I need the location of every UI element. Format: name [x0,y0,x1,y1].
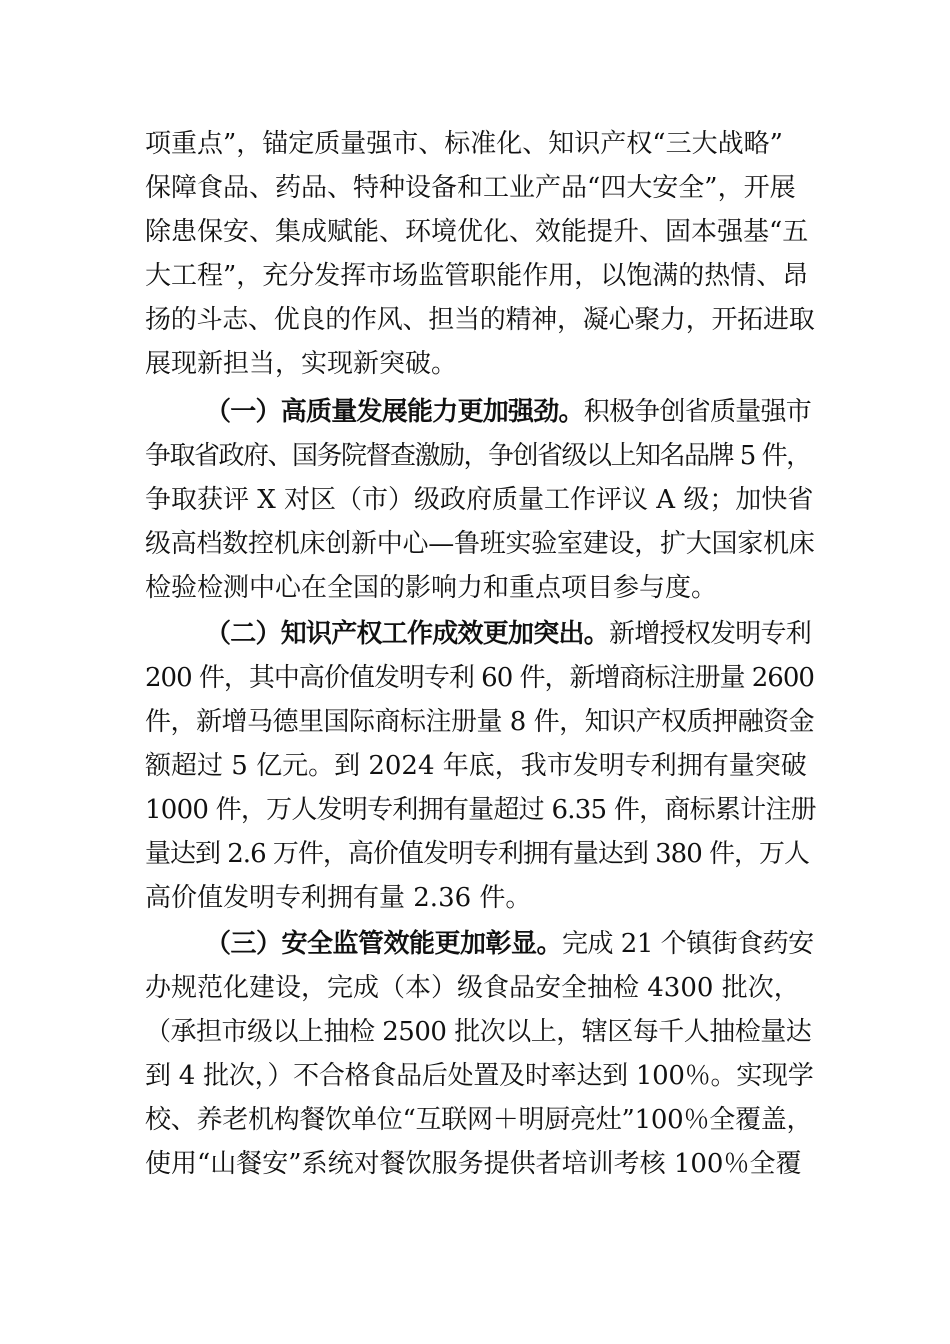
text-line: 展现新担当，实现新突破。 [145,349,458,379]
text-line: 使用“山餐安”系统对餐饮服务提供者培训考核 100％全覆 [145,1149,802,1179]
text-line: 量达到 2.6 万件，高价值发明专利拥有量达到 380 件，万人 [145,839,810,869]
text-run: 新增授权发明专利 [609,619,812,649]
text-line: 扬的斗志、优良的作风、担当的精神，凝心聚力，开拓进取 [145,305,815,335]
text-line: 1000 件，万人发明专利拥有量超过 6.35 件，商标累计注册 [145,795,816,825]
section-heading: （一）高质量发展能力更加强劲。 [205,397,584,427]
text-line: 大工程”，充分发挥市场监管职能作用，以饱满的热情、昂 [145,261,809,291]
section-heading: （三）安全监管效能更加彰显。 [205,929,563,959]
text-line: 高价值发明专利拥有量 2.36 件。 [145,883,532,913]
text-line: 到 4 批次，）不合格食品后处置及时率达到 100％。实现学 [145,1061,814,1091]
text-line: 除患保安、集成赋能、环境优化、效能提升、固本强基“五 [145,217,809,247]
text-line: 争取获评 X 对区（市）级政府质量工作评议 A 级；加快省 [145,485,814,515]
text-line: 保障食品、药品、特种设备和工业产品“四大安全”，开展 [145,173,796,203]
text-line: 项重点”，锚定质量强市、标准化、知识产权“三大战略” [145,129,783,159]
section-heading: （二）知识产权工作成效更加突出。 [205,619,610,649]
text-line: 级高档数控机床创新中心—鲁班实验室建设，扩大国家机床 [145,529,815,559]
text-line: 额超过 5 亿元。到 2024 年底，我市发明专利拥有量突破 [145,751,807,781]
text-line: （承担市级以上抽检 2500 批次以上，辖区每千人抽检量达 [145,1017,812,1047]
text-line: 件，新增马德里国际商标注册量 8 件，知识产权质押融资金 [145,707,815,737]
text-line: 检验检测中心在全国的影响力和重点项目参与度。 [145,573,718,603]
text-run: 完成 21 个镇街食药安 [562,929,814,959]
paragraph-first-line [205,922,815,966]
text-line: 争取省政府、国务院督查激励，争创省级以上知名品牌 5 件， [145,441,811,471]
text-line: 校、养老机构餐饮单位“互联网＋明厨亮灶”100％全覆盖， [145,1105,813,1135]
paragraph-first-line [205,612,815,656]
text-run: 积极争创省质量强市 [583,397,812,427]
text-line: 办规范化建设，完成（本）级食品安全抽检 4300 批次， [145,973,800,1003]
paragraph-first-line [205,390,815,434]
text-line: 200 件，其中高价值发明专利 60 件，新增商标注册量 2600 [145,663,814,693]
